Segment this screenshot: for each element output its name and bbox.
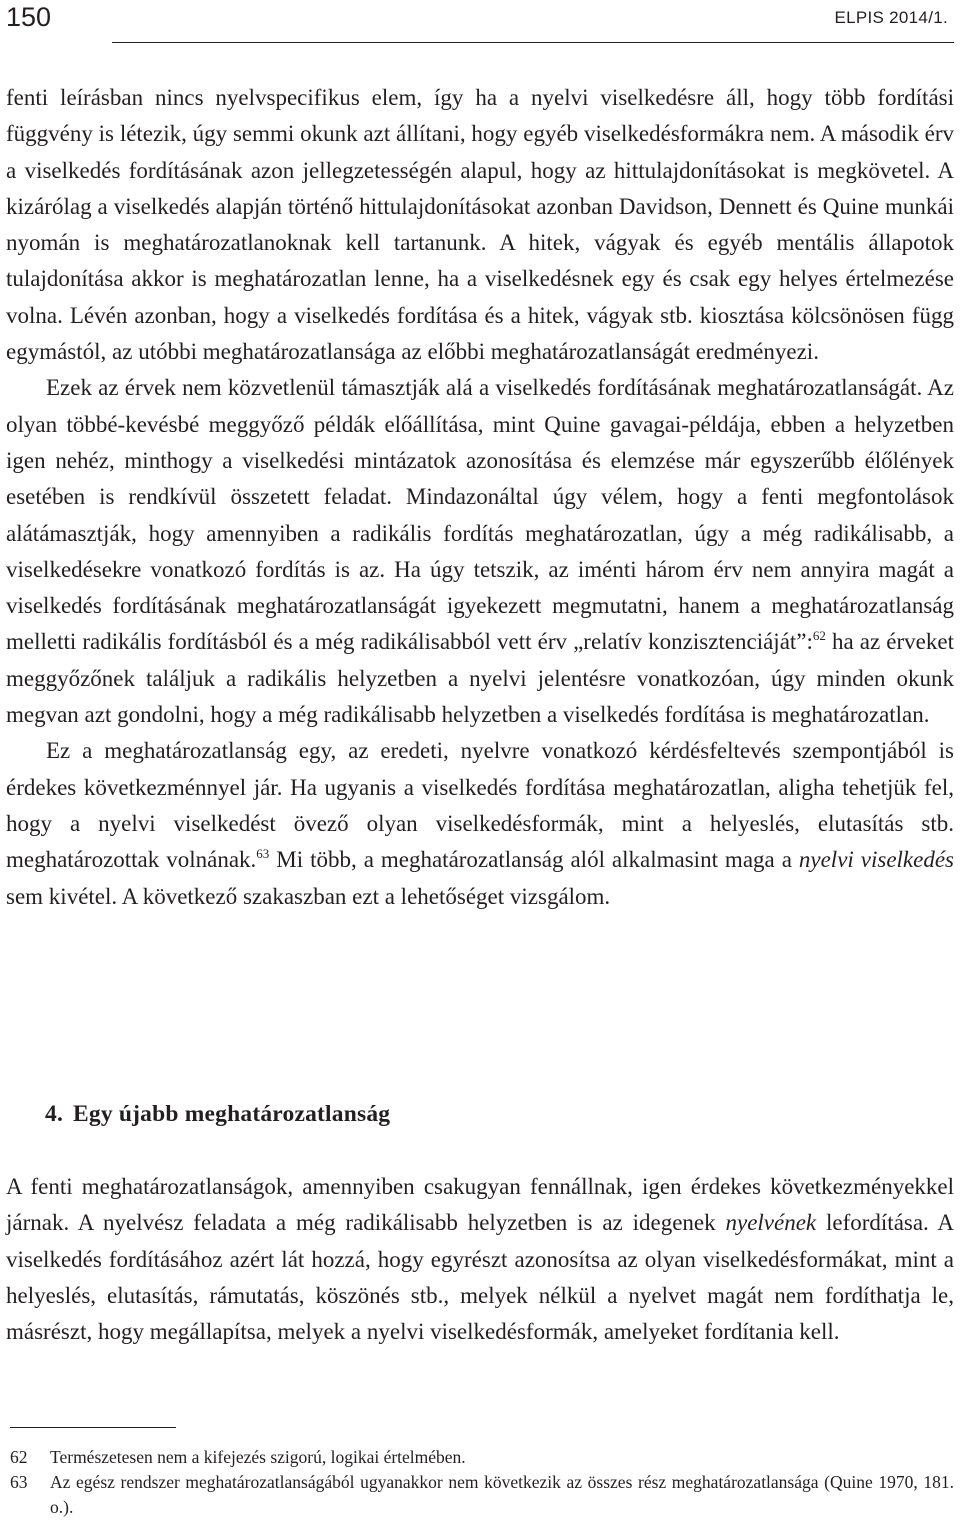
italic-term: nyelvének	[725, 1210, 817, 1236]
paragraph-text: Ezek az érvek nem közvetlenül támasztják alá a viselkedés fordításának meghatározatlanságát. Az olyan többé-kevésbé meggyőző példák előállítása, mint Quine gavagai-példája, ebben a helyzetben igen nehéz, minthogy a viselkedési mintázatok azonosítása és elemzése már egyszerűbb élőlények esetében is rendkívül összetett feladat. Mindazonáltal úgy vélem, hogy a fenti megfontolások alátámasztják, hogy amennyiben a radikális fordítás meghatározatlan, úgy a még radikálisabb, a viselkedésekre vonatkozó fordítás is az. Ha úgy tetszik, az iménti három érv nem annyira magát a viselkedés fordításának meghatározatlanságát igyekezett megmutatni, hanem a meghatározatlanság melletti radikális fordításból és a még radikálisabból vett érv „relatív konzisztenciáját”:	[6, 375, 954, 655]
header-rule	[112, 42, 954, 43]
footnote-ref-62[interactable]: 62	[812, 628, 826, 644]
paragraph-text: A fenti meghatározatlanságok, amennyiben csakugyan fennállnak, igen érdekes következményekkel járnak. A nyelvész feladata a még radikálisabb helyzetben is az idegenek	[6, 1174, 954, 1236]
footnote-number: 63	[10, 1472, 28, 1492]
paragraph-continued: fenti leírásban nincs nyelvspecifikus elem, így ha a nyelvi viselkedésre áll, hogy több fordítási függvény is létezik, úgy semmi okunk azt állítani, hogy egyéb viselkedésformákra nem. A második érv a viselkedés fordításának azon jellegzetességén alapul, hogy az hittulajdonításokat is megkövetel. A kizárólag a viselkedés alapján történő hittulajdonításokat azonban Davidson, Dennett és Quine munkái nyomán is meghatározatlanoknak kell tartanunk. A hitek, vágyak és egyéb mentális állapotok tulajdonítása akkor is meghatározatlan lenne, ha a viselkedésnek egy és csak egy helyes értelmezése volna. Lévén azonban, hogy a viselkedés fordítása és a hitek, vágyak stb. kiosztása kölcsönösen függ egymástól, az utóbbi meghatározatlansága az előbbi meghatározatlanságát eredményezi.	[6, 85, 954, 365]
section-number: 4.	[45, 1101, 64, 1127]
running-head-journal: ELPIS 2014/1.	[834, 8, 948, 27]
italic-term: nyelvi viselkedés	[798, 847, 954, 873]
footnote-number: 62	[10, 1447, 28, 1467]
paragraph-text: Mi több, a meghatározatlanság alól alkalmasint maga a	[269, 847, 799, 873]
footnote-62	[10, 1445, 954, 1470]
footnote-separator	[10, 1427, 176, 1428]
footnotes	[10, 1445, 954, 1520]
paragraph-text: Ez a meghatározatlanság egy, az eredeti, nyelvre vonatkozó kérdésfeltevés szempontjából is érdekes következménnyel jár. Ha ugyanis a viselkedés fordítása meghatározatlan, aligha tehetjük fel, hogy a nyelvi viselkedést övező olyan viselkedésformák, mint a helyeslés, elutasítás stb. meghatározottak volnának.	[6, 738, 954, 873]
footnote-text: Természetesen nem a kifejezés szigorú, logikai értelmében.	[50, 1447, 466, 1467]
main-body	[6, 80, 954, 915]
paragraph-text: lefordítása. A viselkedés fordításához azért lát hozzá, hogy egyrészt azonosítsa az olyan viselkedésformákat, mint a helyeslés, elutasítás, rámutatás, köszönés stb., melyek nélkül a nyelvet magát nem fordíthatja le, másrészt, hogy megállapítsa, melyek a nyelvi viselkedésformák, amelyeket fordítania kell.	[6, 1210, 954, 1345]
section-title: Egy újabb meghatározatlanság	[73, 1101, 391, 1127]
footnote-ref-63[interactable]: 63	[256, 846, 270, 862]
paragraph-arguments	[6, 370, 954, 733]
paragraph-text: sem kivétel. A következő szakaszban ezt a lehetőséget vizsgálom.	[6, 883, 611, 909]
paragraph-text: ha az érveket meggyőzőnek találjuk a radikális helyzetben a nyelvi jelentésre vonatkozóan, úgy minden okunk megvan azt gondolni, hogy a még radikálisabb helyzetben a viselkedés fordítása is meghatározatlan.	[6, 629, 954, 728]
paragraph-consequence	[6, 733, 954, 914]
footnote-text: Az egész rendszer meghatározatlanságából ugyanakkor nem következik az összes rész meghatározatlansága (Quine 1970, 181. o.).	[50, 1472, 954, 1517]
section-heading	[45, 1098, 390, 1130]
footnote-63	[10, 1470, 954, 1520]
page-number: 150	[6, 2, 52, 32]
section-paragraph	[6, 1169, 954, 1350]
